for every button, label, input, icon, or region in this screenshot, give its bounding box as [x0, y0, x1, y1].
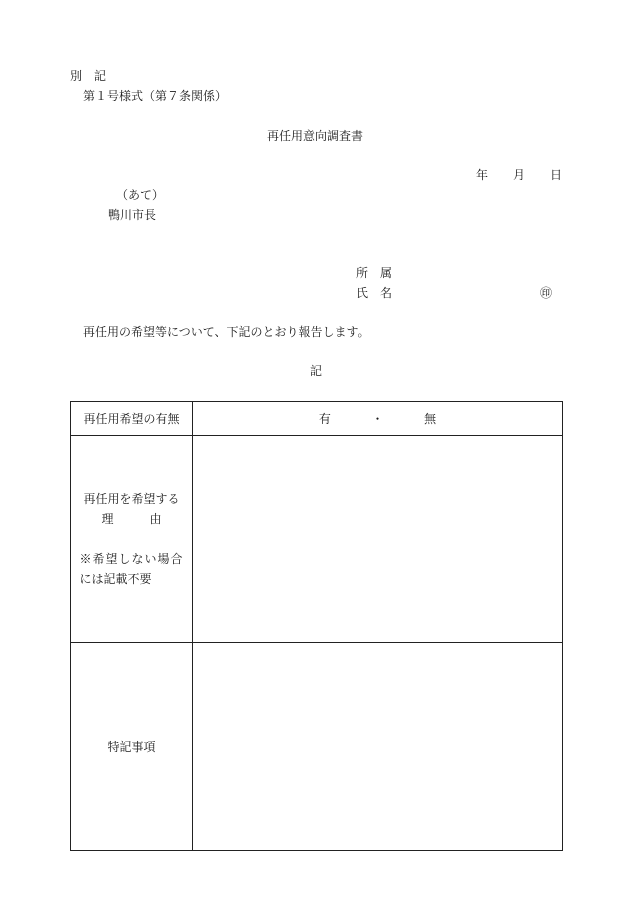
date-day: 日 — [550, 168, 563, 182]
ki-heading: 記 — [310, 364, 323, 378]
option-separator: ・ — [371, 412, 384, 426]
survey-table — [70, 401, 563, 851]
form-number: 第１号様式（第７条関係） — [83, 89, 228, 103]
reason-label-line2: 理 由 — [101, 512, 162, 526]
addressee: 鴨川市長 — [108, 208, 157, 222]
reason-label-line1: 再任用を希望する — [83, 492, 180, 506]
table-row — [71, 643, 563, 851]
reason-input-cell[interactable] — [193, 436, 563, 643]
date-month: 月 — [513, 168, 526, 182]
option-no[interactable]: 無 — [424, 412, 437, 426]
option-yes[interactable]: 有 — [318, 412, 331, 426]
affiliation-label: 所 属 — [356, 266, 393, 280]
special-notes-input-cell[interactable] — [193, 643, 563, 851]
appendix-label: 別 記 — [70, 69, 107, 83]
special-notes-label: 特記事項 — [71, 643, 193, 851]
table-row — [71, 402, 563, 436]
reemployment-wish-label: 再任用希望の有無 — [71, 402, 193, 436]
reason-note-line1: ※希望しない場合 — [79, 552, 184, 566]
yes-no-cell — [193, 402, 563, 436]
date-year: 年 — [476, 168, 489, 182]
table-row — [71, 436, 563, 643]
seal-mark: ㊞ — [540, 286, 553, 300]
reason-label-cell — [71, 436, 193, 643]
body-text: 再任用の希望等について、下記のとおり報告します。 — [83, 325, 370, 339]
document-title: 再任用意向調査書 — [267, 129, 364, 143]
addressee-prefix: （あて） — [116, 188, 165, 202]
reason-note-line2: には記載不要 — [79, 572, 152, 586]
name-label: 氏 名 — [356, 286, 393, 300]
